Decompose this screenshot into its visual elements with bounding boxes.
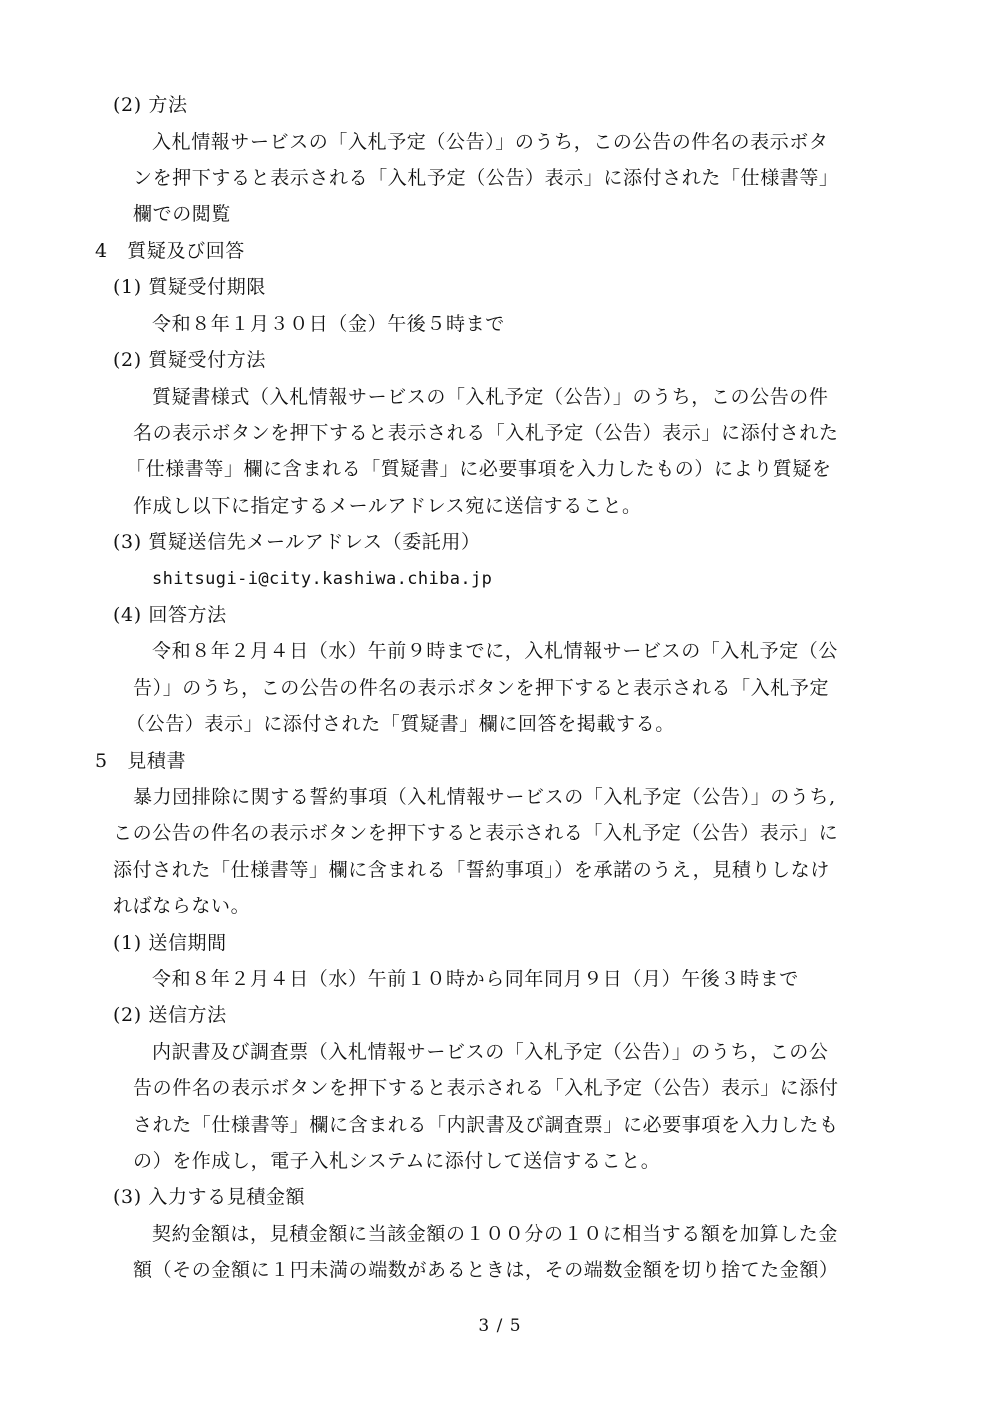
- email-address: shitsugi-i@city.kashiwa.chiba.jp: [152, 569, 493, 589]
- body-line: 令和８年２月４日（水）午前１０時から同年同月９日（月）午後３時まで: [152, 968, 799, 990]
- body-line: 入札情報サービスの「入札予定（公告）」のうち，この公告の件名の表示ボタ: [152, 131, 829, 153]
- section-5-heading: 5 見積書: [95, 750, 187, 772]
- body-line: 暴力団排除に関する誓約事項（入札情報サービスの「入札予定（公告）」のうち,: [133, 786, 836, 808]
- body-line: 添付された「仕様書等」欄に含まれる「誓約事項」）を承諾のうえ，見積りしなけ: [113, 859, 830, 881]
- item-3-heading: (3) 質疑送信先メールアドレス（委託用）: [113, 531, 481, 553]
- item-2-method-heading: (2) 方法: [113, 94, 188, 116]
- page-number: 3 / 5: [478, 1316, 522, 1336]
- body-line: 質疑書様式（入札情報サービスの「入札予定（公告）」のうち，この公告の件: [152, 386, 829, 408]
- item-2-heading: (2) 送信方法: [113, 1004, 227, 1026]
- body-line: ンを押下すると表示される「入札予定（公告）表示」に添付された「仕様書等」: [133, 167, 839, 189]
- body-line: ればならない。: [113, 895, 251, 917]
- section-4-heading: 4 質疑及び回答: [95, 240, 245, 262]
- body-line: 告）」のうち，この公告の件名の表示ボタンを押下すると表示される「入札予定: [133, 677, 830, 699]
- item-4-heading: (4) 回答方法: [113, 604, 227, 626]
- body-line: 名の表示ボタンを押下すると表示される「入札予定（公告）表示」に添付された: [133, 422, 839, 444]
- body-line: この公告の件名の表示ボタンを押下すると表示される「入札予定（公告）表示」に: [113, 822, 839, 844]
- item-1-heading: (1) 送信期間: [113, 932, 227, 954]
- body-line: 欄での閲覧: [133, 203, 232, 225]
- body-line: 告の件名の表示ボタンを押下すると表示される「入札予定（公告）表示」に添付: [133, 1077, 839, 1099]
- body-line: の）を作成し，電子入札システムに添付して送信すること。: [133, 1150, 661, 1172]
- body-line: 令和８年１月３０日（金）午後５時まで: [152, 313, 505, 335]
- item-1-heading: (1) 質疑受付期限: [113, 276, 266, 298]
- body-line: 「仕様書等」欄に含まれる「質疑書」に必要事項を入力したもの）により質疑を: [126, 458, 832, 480]
- body-line: （公告）表示」に添付された「質疑書」欄に回答を掲載する。: [126, 713, 675, 735]
- body-line: 額（その金額に１円未満の端数があるときは，その端数金額を切り捨てた金額）: [133, 1259, 839, 1281]
- body-line: された「仕様書等」欄に含まれる「内訳書及び調査票」に必要事項を入力したも: [133, 1114, 839, 1136]
- body-line: 内訳書及び調査票（入札情報サービスの「入札予定（公告）」のうち，この公: [152, 1041, 829, 1063]
- body-line: 契約金額は，見積金額に当該金額の１００分の１０に相当する額を加算した金: [152, 1223, 839, 1245]
- body-line: 令和８年２月４日（水）午前９時までに，入札情報サービスの「入札予定（公: [152, 640, 839, 662]
- item-3-heading: (3) 入力する見積金額: [113, 1186, 306, 1208]
- item-2-heading: (2) 質疑受付方法: [113, 349, 266, 371]
- body-line: 作成し以下に指定するメールアドレス宛に送信すること。: [133, 495, 642, 517]
